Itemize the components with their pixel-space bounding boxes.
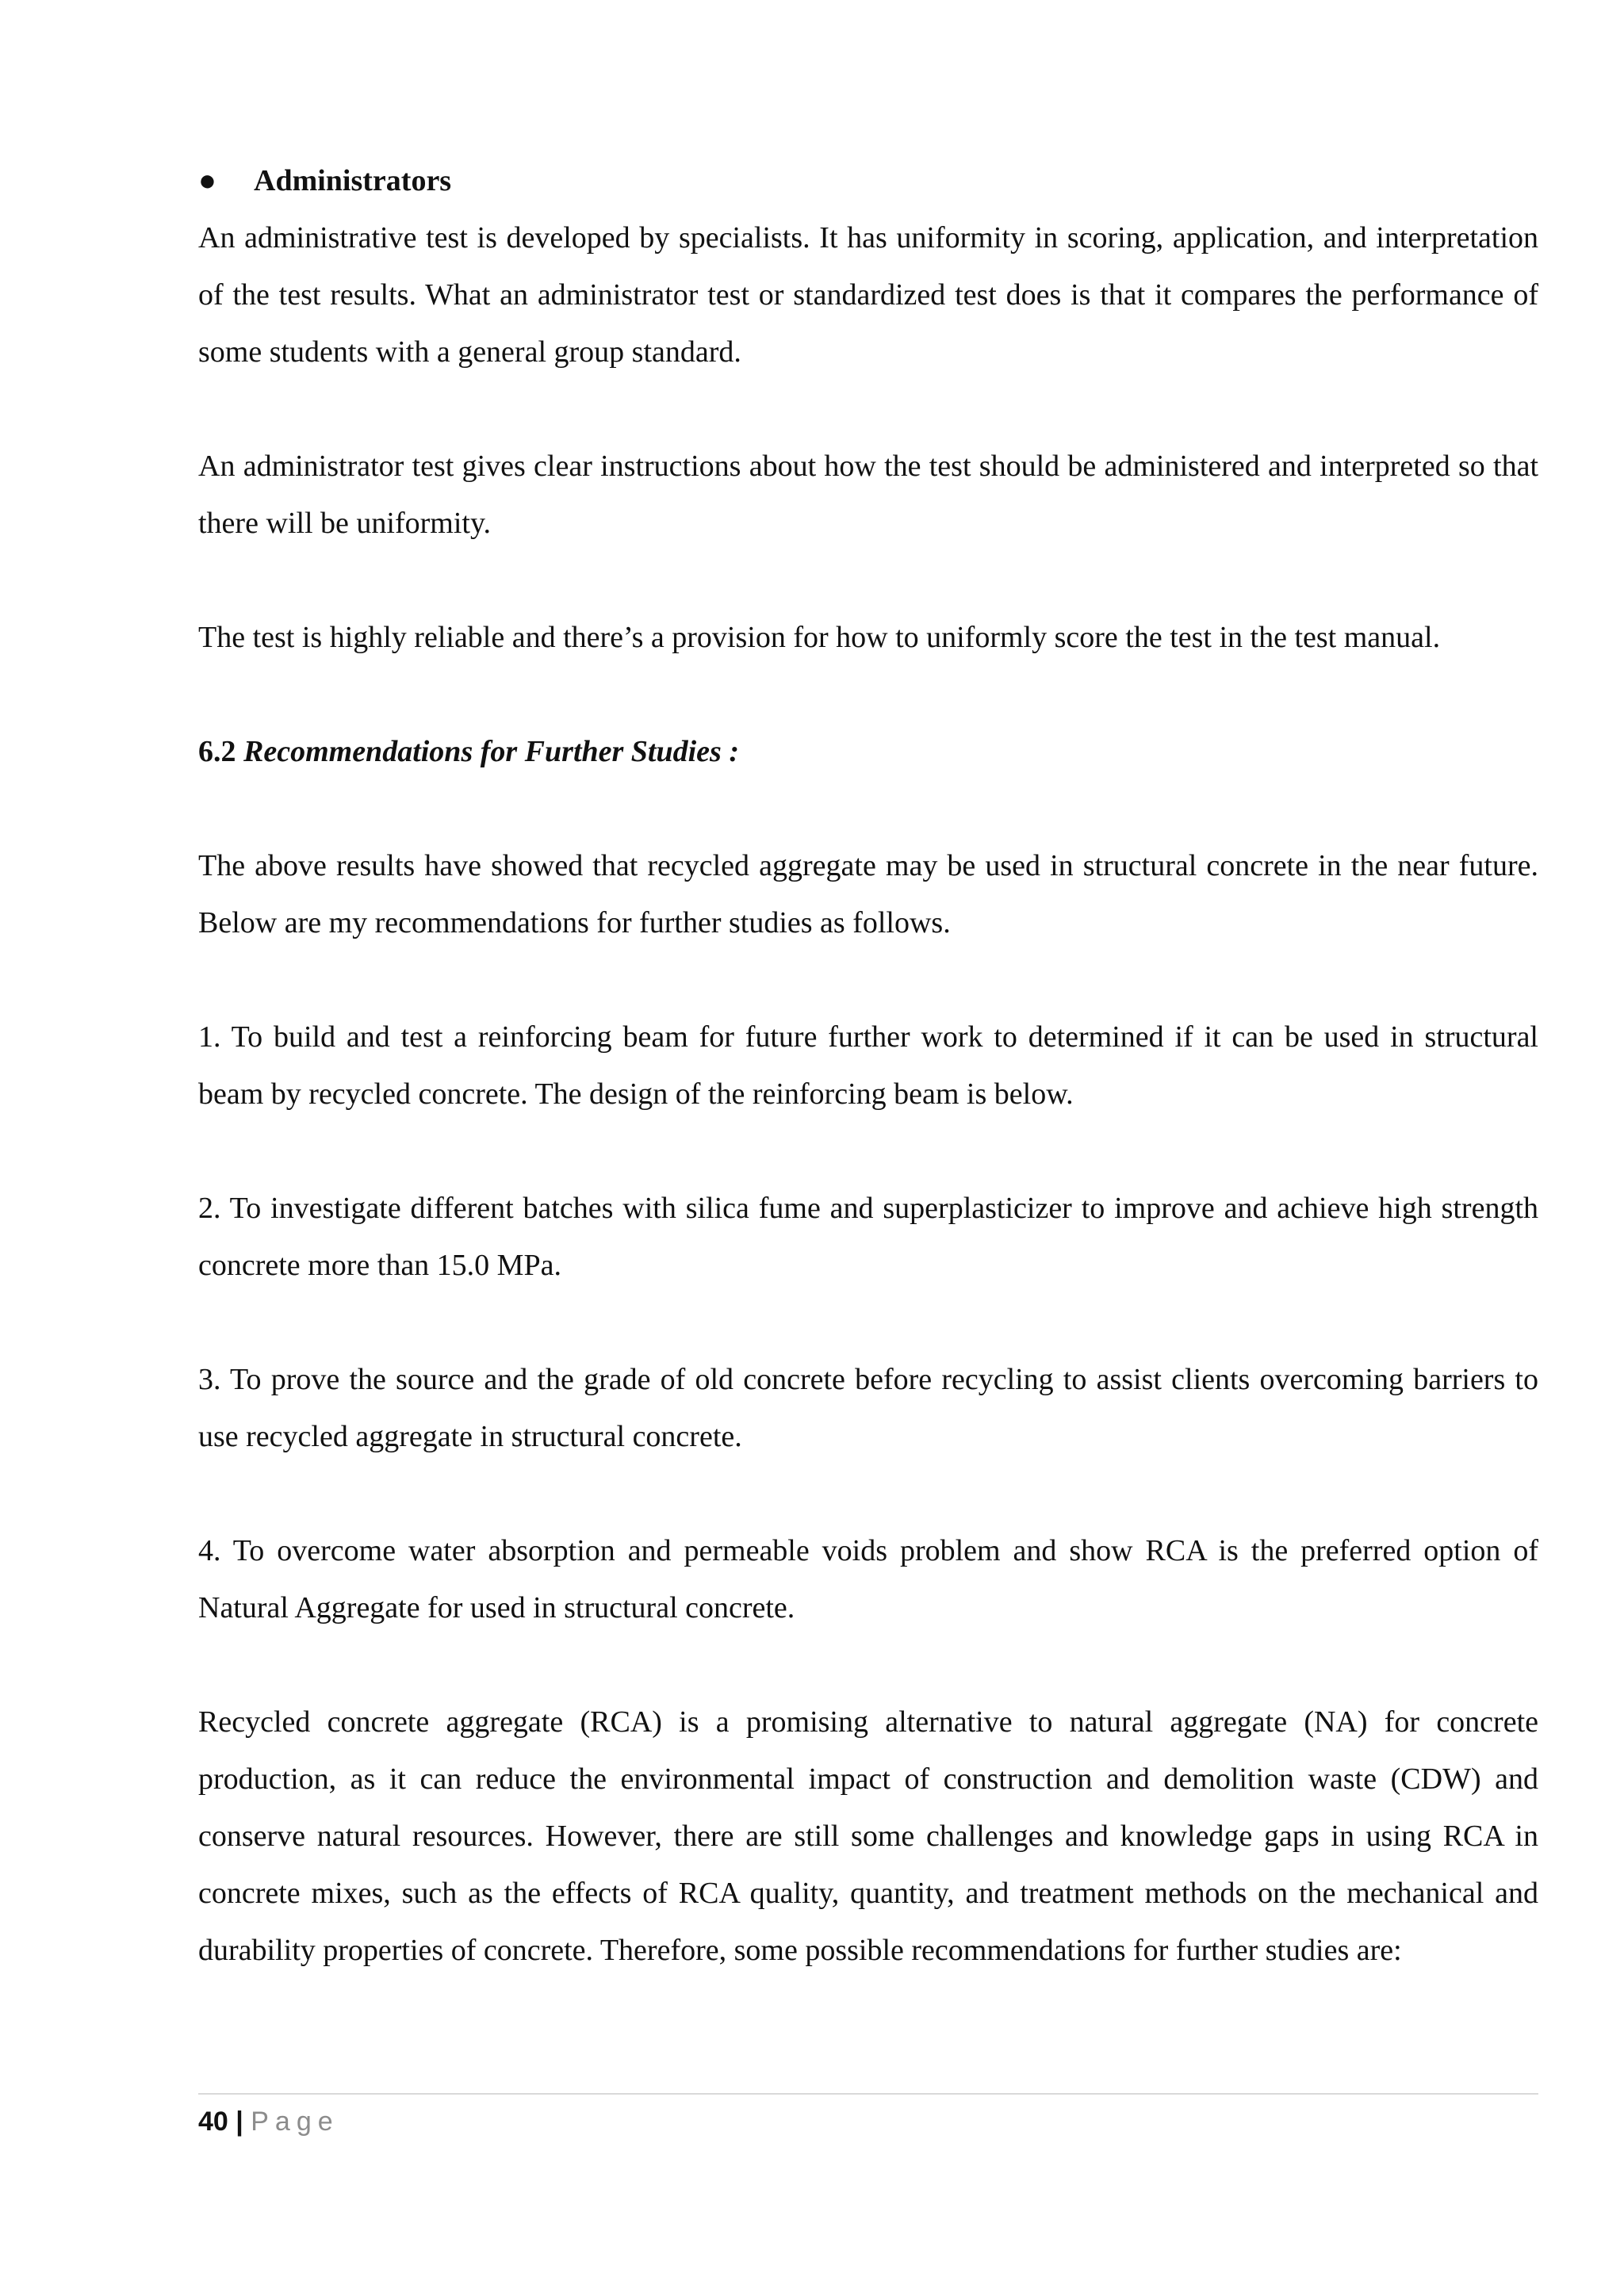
page-footer (198, 2093, 1538, 2137)
recommendation-item: 1. To build and test a reinforcing beam for future further work to determined if it can be used in structural beam by recycled concrete. The design of the reinforcing beam is below. (198, 1020, 1538, 1111)
recommendation-item: 4. To overcome water absorption and permeable voids problem and show RCA is the preferred option of Natural Aggregate for used in structural concrete. (198, 1534, 1538, 1624)
bullet-heading (198, 152, 1538, 209)
page-label: Page (251, 2107, 339, 2137)
section-heading (198, 723, 1538, 780)
paragraph: An administrative test is developed by specialists. It has uniformity in scoring, application, and interpretation of the test results. What an administrator test or standardized test does is that it compares the performance of some students with a general group standard. (198, 221, 1538, 369)
recommendation-item: 3. To prove the source and the grade of old concrete before recycling to assist clients overcoming barriers to use recycled aggregate in structural concrete. (198, 1363, 1538, 1453)
paragraph: Recycled concrete aggregate (RCA) is a promising alternative to natural aggregate (NA) for concrete production, as it can reduce the environmental impact of construction and demolition waste (CDW) and conserve natural resources. However, there are still some challenges and knowledge gaps in using RCA in concrete mixes, such as the effects of RCA quality, quantity, and treatment methods on the mechanical and durability properties of concrete. Therefore, some possible recommendations for further studies are: (198, 1705, 1538, 1967)
bullet-heading-text: Administrators (254, 164, 452, 197)
paragraph: The test is highly reliable and there’s a provision for how to uniformly score the test in the test manual. (198, 621, 1441, 654)
footer-separator: | (236, 2107, 243, 2137)
bullet-icon: ● (198, 164, 216, 197)
section-number: 6.2 (198, 735, 236, 768)
paragraph: The above results have showed that recycled aggregate may be used in structural concrete in the near future. Below are my recommendations for further studies as follows. (198, 849, 1538, 939)
section-title: Recommendations for Further Studies : (243, 735, 739, 768)
recommendation-item: 2. To investigate different batches with silica fume and superplasticizer to improve and achieve high strength concrete more than 15.0 MPa. (198, 1192, 1538, 1282)
paragraph: An administrator test gives clear instructions about how the test should be administered and interpreted so that there will be uniformity. (198, 450, 1538, 540)
page-number: 40 (198, 2107, 228, 2137)
document-page (198, 152, 1538, 1979)
